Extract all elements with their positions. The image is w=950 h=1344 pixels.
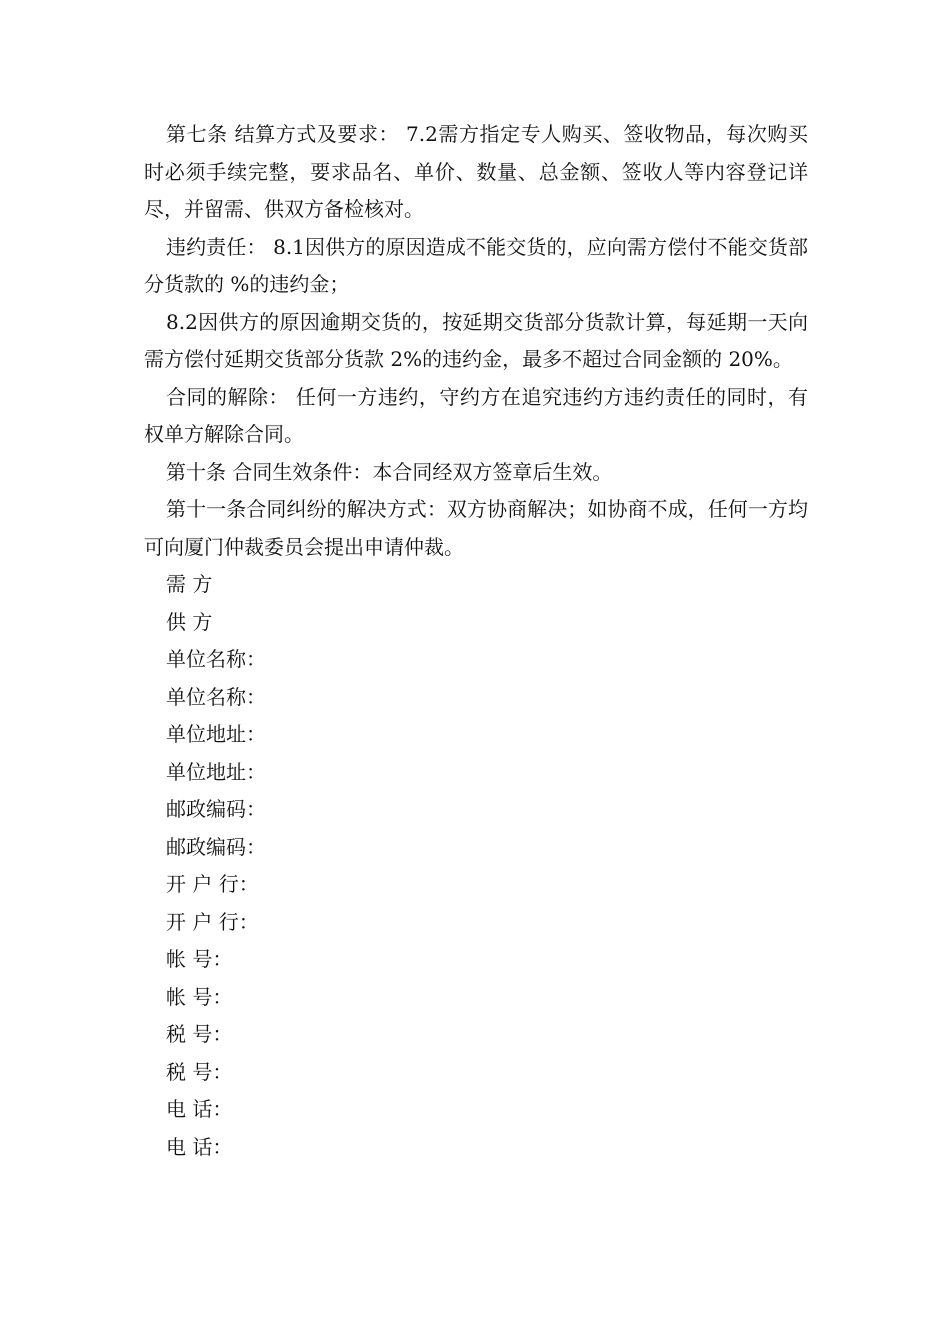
buyer-tax-id-label: 税 号： [166, 1022, 233, 1046]
clause-termination: 合同的解除： 任何一方违约，守约方在追究违约方违约责任的同时，有权单方解除合同。 [144, 384, 808, 446]
buyer-phone-label: 电 话： [166, 1097, 233, 1121]
clause-11-dispute: 第十一条合同纠纷的解决方式：双方协商解决；如协商不成，任何一方均可向厦门仲裁委员会提出申请仲裁。 [144, 497, 808, 559]
buyer-address-label: 单位地址： [166, 722, 266, 746]
supplier-heading: 供 方 [166, 609, 213, 634]
supplier-tax-id-label: 税 号： [166, 1059, 233, 1084]
supplier-phone-label: 电 话： [166, 1134, 233, 1159]
clause-breach-8-1: 违约责任： 8.1因供方的原因造成不能交货的，应向需方偿付不能交货部分货款的 %的违约金； [144, 234, 808, 296]
clause-10-effective: 第十条 合同生效条件：本合同经双方签章后生效。 [166, 459, 613, 484]
supplier-company-name-label: 单位名称： [166, 684, 266, 709]
supplier-postcode-label: 邮政编码： [166, 834, 266, 859]
buyer-account-label: 帐 号： [166, 947, 233, 971]
buyer-bank-label: 开 户 行： [166, 872, 259, 896]
clause-breach-8-2: 8.2因供方的原因逾期交货的，按延期交货部分货款计算，每延期一天向需方偿付延期交货部分货款 2%的违约金，最多不超过合同金额的 20%。 [144, 309, 808, 371]
buyer-company-name-label: 单位名称： [166, 647, 266, 671]
supplier-address-label: 单位地址： [166, 759, 266, 784]
buyer-postcode-label: 邮政编码： [166, 797, 266, 821]
document-body [144, 116, 808, 1166]
clause-7-settlement: 第七条 结算方式及要求： 7.2需方指定专人购买、签收物品，每次购买时必须手续完整，要求品名、单价、数量、总金额、签收人等内容登记详尽，并留需、供双方备检核对。 [144, 122, 808, 221]
supplier-bank-label: 开 户 行： [166, 909, 259, 934]
supplier-account-label: 帐 号： [166, 984, 233, 1009]
buyer-heading: 需 方 [166, 572, 213, 596]
